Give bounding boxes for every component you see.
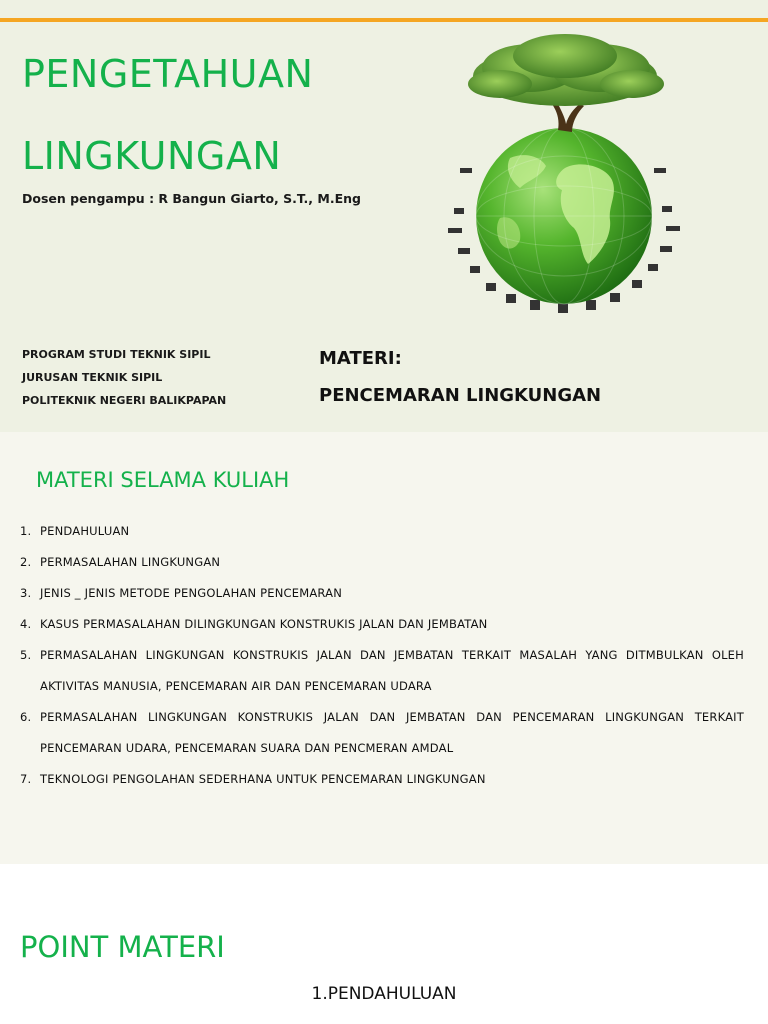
institution-name: POLITEKNIK NEGERI BALIKPAPAN	[22, 394, 227, 407]
top-accent-bar	[0, 18, 768, 22]
list-item-number: 7.	[20, 772, 32, 786]
list-item-text: KASUS PERMASALAHAN DILINGKUNGAN KONSTRUKIS JALAN DAN JEMBATAN	[40, 617, 488, 631]
list-item-number: 4.	[20, 617, 32, 631]
list-item-number: 1.	[20, 524, 32, 538]
list-item	[20, 516, 744, 547]
list-item-text: TEKNOLOGI PENGOLAHAN SEDERHANA UNTUK PENCEMARAN LINGKUNGAN	[40, 772, 486, 786]
materi-topic: PENCEMARAN LINGKUNGAN	[319, 385, 602, 406]
study-program: PROGRAM STUDI TEKNIK SIPIL	[22, 348, 211, 361]
course-topics-slide	[0, 432, 768, 864]
list-item-number: 3.	[20, 586, 32, 600]
section-title: POINT MATERI	[20, 930, 225, 964]
list-item-number: 5.	[20, 648, 32, 662]
department: JURUSAN TEKNIK SIPIL	[22, 371, 163, 384]
list-item-text: PERMASALAHAN LINGKUNGAN KONSTRUKIS JALAN DAN JEMBATAN DAN PENCEMARAN LINGKUNGAN TERKAIT PENCEMARAN UDARA, PENCEMARAN SUARA DAN PENCMERAN AMDAL	[40, 710, 744, 755]
tree-on-green-globe-icon	[440, 28, 690, 318]
title-slide	[0, 0, 768, 432]
list-item	[20, 609, 744, 640]
point-materi-slide	[0, 864, 768, 1024]
title-line-1: PENGETAHUAN	[22, 52, 314, 96]
list-item-text: JENIS _ JENIS METODE PENGOLAHAN PENCEMARAN	[40, 586, 343, 600]
list-item	[20, 578, 744, 609]
course-topic-list	[20, 516, 744, 795]
list-item-text: PERMASALAHAN LINGKUNGAN KONSTRUKIS JALAN DAN JEMBATAN TERKAIT MASALAH YANG DITMBULKAN OLEH AKTIVITAS MANUSIA, PENCEMARAN AIR DAN PENCEMARAN UDARA	[40, 648, 744, 693]
list-item	[20, 764, 744, 795]
list-item-number: 2.	[20, 555, 32, 569]
institution-info	[22, 346, 226, 415]
section-title: MATERI SELAMA KULIAH	[36, 468, 290, 492]
materi-label: MATERI:	[319, 348, 402, 369]
title-line-2: LINGKUNGAN	[22, 134, 282, 178]
list-item-number: 6.	[20, 710, 32, 724]
list-item	[20, 547, 744, 578]
list-item	[20, 640, 744, 702]
list-item-text: PENDAHULUAN	[40, 524, 130, 538]
lecturer-name: Dosen pengampu : R Bangun Giarto, S.T., M.Eng	[22, 191, 361, 206]
section-subtitle: 1.PENDAHULUAN	[311, 984, 457, 1004]
list-item	[20, 702, 744, 764]
list-item-text: PERMASALAHAN LINGKUNGAN	[40, 555, 221, 569]
